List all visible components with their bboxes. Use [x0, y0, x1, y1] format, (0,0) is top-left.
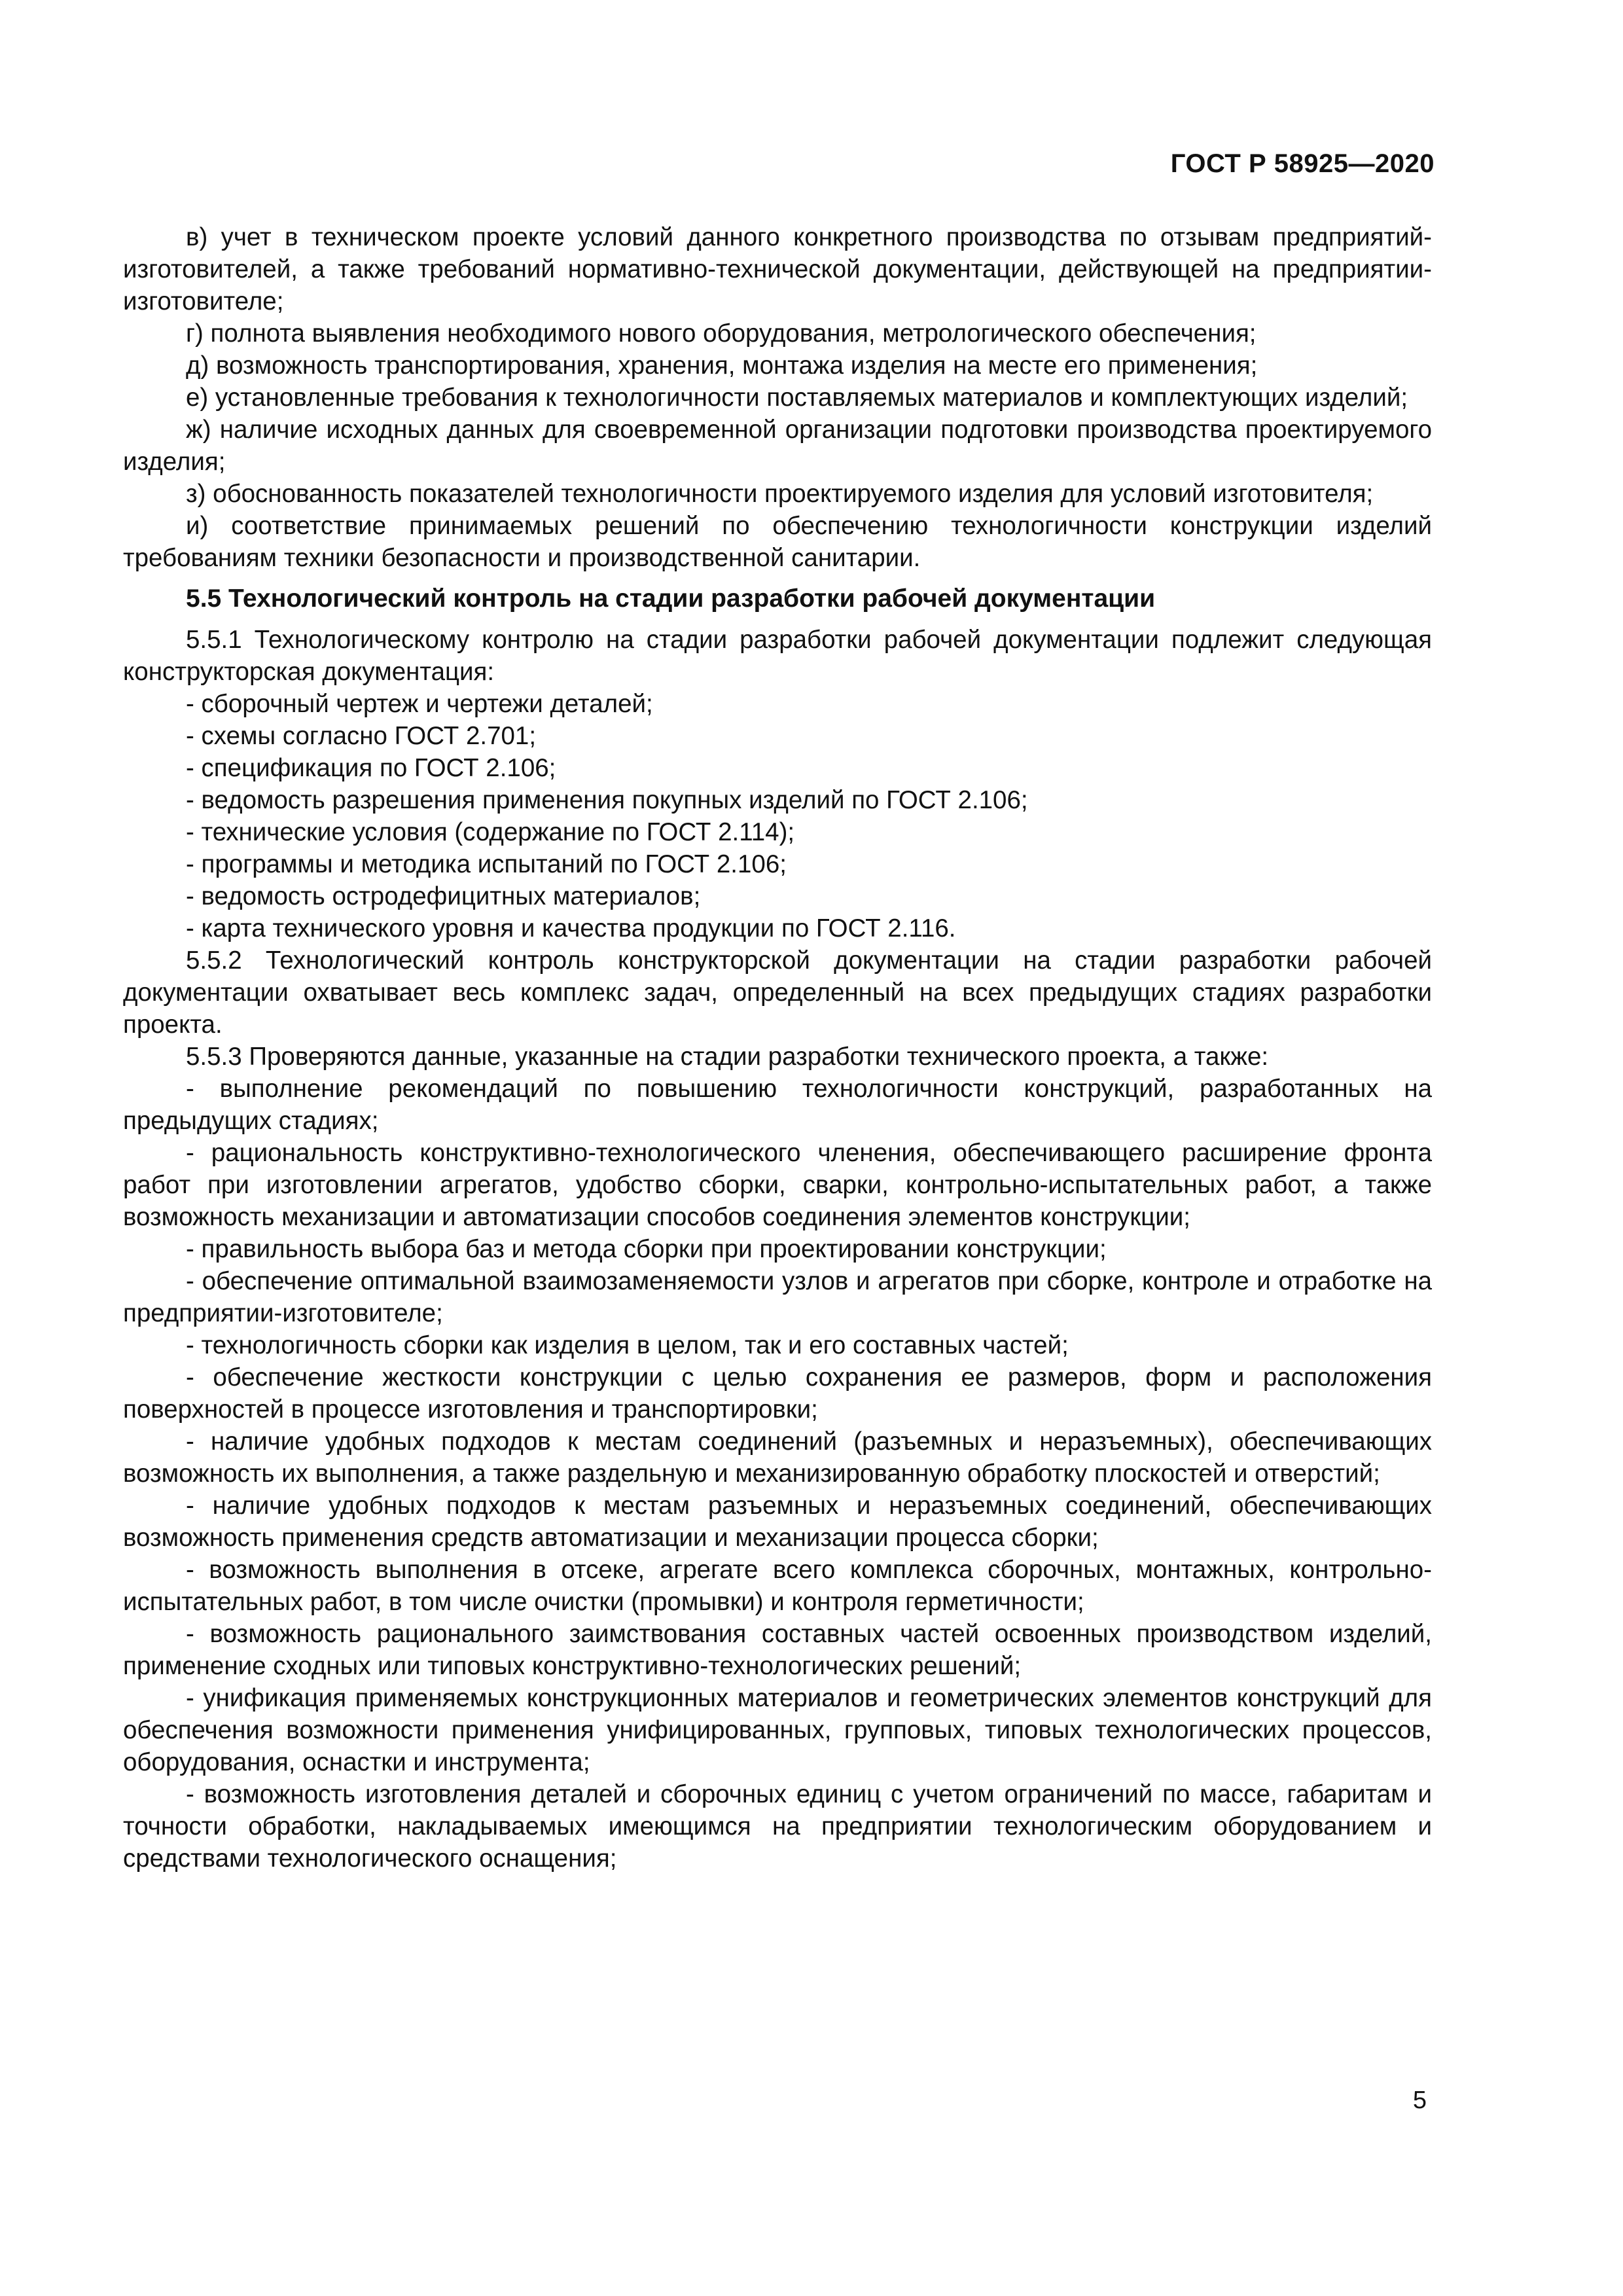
- paragraph-5-5-3: 5.5.3 Проверяются данные, указанные на стадии разработки технического проекта, а также:: [186, 1043, 1269, 1071]
- check-list-item: - возможность изготовления деталей и сборочных единиц с учетом ограничений по массе, габаритам и точности обработки, накладываемых имеющимся на предприятии технологическим оборудованием и средствами технологического оснащения;: [123, 1780, 1432, 1873]
- paragraph-5-5-2: 5.5.2 Технологический контроль конструкторской документации на стадии разработки рабочей документации охватывает весь комплекс задач, определенный на всех предыдущих стадиях разработки проекта.: [123, 946, 1432, 1039]
- check-list-item: - правильность выбора баз и метода сборки при проектировании конструкции;: [186, 1235, 1107, 1263]
- doc-list-item: - сборочный чертеж и чертежи деталей;: [186, 690, 653, 718]
- doc-list-item: - спецификация по ГОСТ 2.106;: [186, 754, 556, 782]
- list-item-d: д) возможность транспортирования, хранения, монтажа изделия на месте его применения;: [186, 351, 1258, 380]
- section-heading-5-5: 5.5 Технологический контроль на стадии разработки рабочей документации: [186, 584, 1156, 613]
- check-list-item: - унификация применяемых конструкционных материалов и геометрических элементов конструкций для обеспечения возможности применения унифицированных, групповых, типовых технологических процессов, оборудования, оснастки и инструмента;: [123, 1684, 1432, 1776]
- check-list-item: - технологичность сборки как изделия в целом, так и его составных частей;: [186, 1331, 1069, 1359]
- doc-list-item: - карта технического уровня и качества продукции по ГОСТ 2.116.: [186, 914, 956, 942]
- check-list-item: - возможность выполнения в отсеке, агрегате всего комплекса сборочных, монтажных, контрольно-испытательных работ, в том числе очистки (промывки) и контроля герметичности;: [123, 1556, 1432, 1616]
- page-number: 5: [1412, 2087, 1427, 2114]
- list-item-z: з) обоснованность показателей технологичности проектируемого изделия для условий изготовителя;: [186, 480, 1374, 508]
- check-list-item: - наличие удобных подходов к местам соединений (разъемных и неразъемных), обеспечивающих возможность их выполнения, а также раздельную и механизированную обработку плоскостей и отверстий;: [123, 1427, 1432, 1488]
- document-body: [123, 221, 1432, 1874]
- document-code-header: ГОСТ Р 58925—2020: [1170, 149, 1435, 178]
- check-list-item: - выполнение рекомендаций по повышению технологичности конструкций, разработанных на предыдущих стадиях;: [123, 1075, 1432, 1135]
- doc-list-item: - программы и методика испытаний по ГОСТ 2.106;: [186, 850, 787, 878]
- check-list-item: - наличие удобных подходов к местам разъемных и неразъемных соединений, обеспечивающих возможность применения средств автоматизации и механизации процесса сборки;: [123, 1492, 1432, 1552]
- list-item-e: е) установленные требования к технологичности поставляемых материалов и комплектующих изделий;: [186, 384, 1408, 412]
- list-item-v: в) учет в техническом проекте условий данного конкретного производства по отзывам предприятий-изготовителей, а также требований нормативно-технической документации, действующей на предприятии-изготовителе;: [123, 223, 1432, 315]
- doc-list-item: - технические условия (содержание по ГОСТ 2.114);: [186, 818, 795, 846]
- check-list-item: - обеспечение жесткости конструкции с целью сохранения ее размеров, форм и расположения поверхностей в процессе изготовления и транспортировки;: [123, 1363, 1432, 1424]
- list-item-zh: ж) наличие исходных данных для своевременной организации подготовки производства проектируемого изделия;: [123, 416, 1432, 476]
- list-item-g: г) полнота выявления необходимого нового оборудования, метрологического обеспечения;: [186, 319, 1257, 348]
- doc-list-item: - ведомость разрешения применения покупных изделий по ГОСТ 2.106;: [186, 786, 1028, 814]
- check-list-item: - возможность рационального заимствования составных частей освоенных производством изделий, применение сходных или типовых конструктивно-технологических решений;: [123, 1620, 1432, 1680]
- doc-list-item: - ведомость остродефицитных материалов;: [186, 882, 701, 910]
- check-list-item: - рациональность конструктивно-технологического членения, обеспечивающего расширение фронта работ при изготовлении агрегатов, удобство сборки, сварки, контрольно-испытательных работ, а также возможность механизации и автоматизации способов соединения элементов конструкции;: [123, 1139, 1432, 1231]
- paragraph-5-5-1: 5.5.1 Технологическому контролю на стадии разработки рабочей документации подлежит следующая конструкторская документация:: [123, 626, 1432, 686]
- check-list-item: - обеспечение оптимальной взаимозаменяемости узлов и агрегатов при сборке, контроле и отработке на предприятии-изготовителе;: [123, 1267, 1432, 1327]
- list-item-i: и) соответствие принимаемых решений по обеспечению технологичности конструкции изделий требованиям техники безопасности и производственной санитарии.: [123, 512, 1432, 572]
- doc-list-item: - схемы согласно ГОСТ 2.701;: [186, 722, 537, 750]
